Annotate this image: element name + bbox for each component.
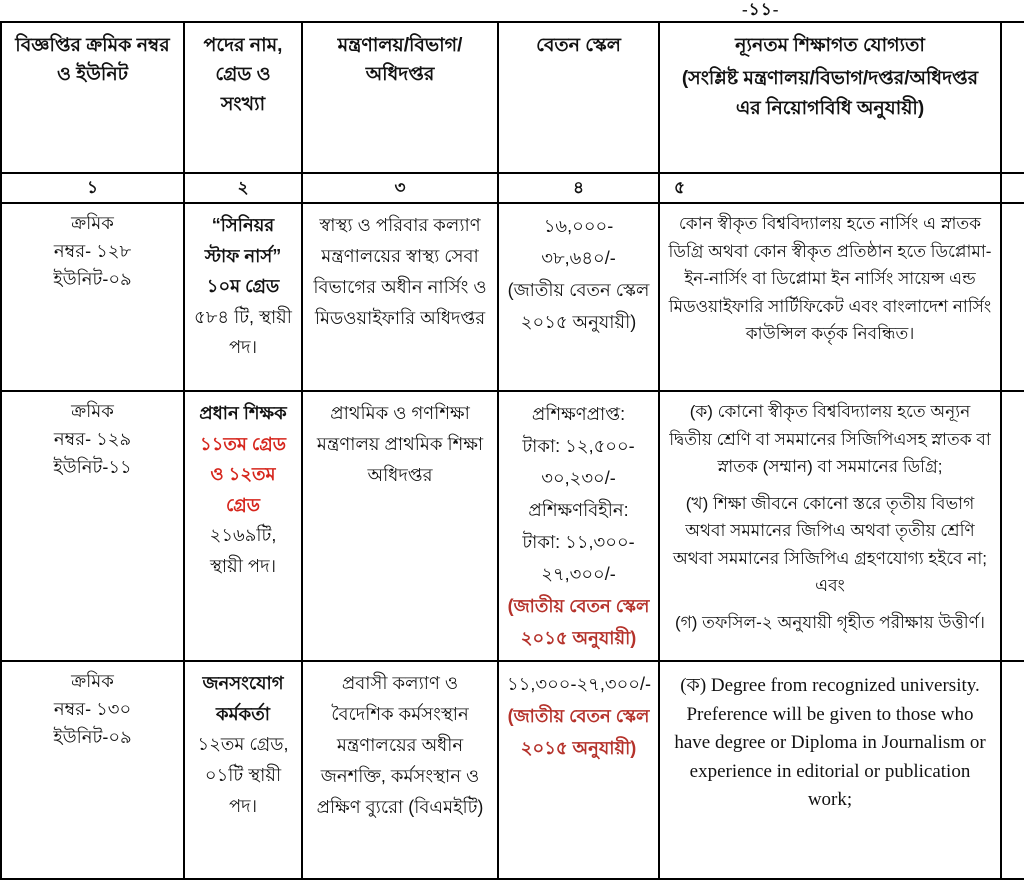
pay-line-untrained-amount2: ২৭,৩০০/- <box>541 564 616 585</box>
pay-amount: ১১,৩০০-২৭,৩০০/- <box>507 674 651 695</box>
pay-line-trained-amount: টাকা: ১২,৫০০- <box>522 436 635 457</box>
page-number: -১১- <box>742 0 780 19</box>
qualification-cell <box>659 391 1001 661</box>
serial-cell <box>1 391 184 661</box>
post-count: ৫৮৪ টি, স্থায়ী পদ। <box>194 306 292 358</box>
table-row-serial-130 <box>1 661 1024 879</box>
job-circular-table <box>0 21 1024 880</box>
pay-note: (জাতীয় বেতন স্কেল ২০১৫ অনুযায়ী) <box>507 280 650 333</box>
pay-scale-cell <box>498 391 659 661</box>
qualification-clause-a: (ক) কোনো স্বীকৃত বিশ্ববিদ্যালয় হতে অন্যূন দ্বিতীয় শ্রেণি বা সমমানের সিজিপিএসহ স্নাতক বা স্নাতক (সম্মান) বা সমমানের ডিগ্রি; <box>669 402 991 477</box>
serial-label: ক্রমিক <box>71 213 114 233</box>
column-number-1: ১ <box>1 173 184 203</box>
pay-line-trained-label: প্রশিক্ষণপ্রাপ্ত: <box>531 404 626 424</box>
column-number-3: ৩ <box>302 173 498 203</box>
post-count: ২১৬৯টি, স্থায়ী পদ। <box>209 525 277 576</box>
qualification-header-title: ন্যূনতম শিক্ষাগত যোগ্যতা <box>735 35 925 56</box>
post-name: প্রধান শিক্ষক <box>199 403 287 423</box>
post-cell <box>184 203 302 391</box>
pay-line-trained-amount2: ৩০,২৩০/- <box>541 468 616 489</box>
column-number-row <box>1 173 1024 203</box>
header-cell-serial: বিজ্ঞপ্তির ক্রমিক নম্বর ও ইউনিট <box>1 22 184 173</box>
table-header-row <box>1 22 1024 173</box>
serial-cell <box>1 203 184 391</box>
cutoff-column-cell <box>1001 661 1024 879</box>
post-cell <box>184 661 302 879</box>
header-cell-post: পদের নাম, গ্রেড ও সংখ্যা <box>184 22 302 173</box>
qualification-cell: কোন স্বীকৃত বিশ্ববিদ্যালয় হতে নার্সিং এ স্নাতক ডিগ্রি অথবা কোন স্বীকৃত প্রতিষ্ঠান হতে ডিপ্লোমা-ইন-নার্সিং বা ডিপ্লোমা ইন নার্সিং সায়েন্স এন্ড মিডওয়াইফারি সার্টিফিকেট এবং বাংলাদেশ নার্সিং কাউন্সিল কর্তৃক নিবন্ধিত। <box>659 203 1001 391</box>
serial-label: ক্রমিক <box>71 401 114 421</box>
serial-number: নম্বর- ১২৮ <box>53 240 132 261</box>
serial-number: নম্বর- ১৩০ <box>53 699 132 720</box>
column-number-2: ২ <box>184 173 302 203</box>
qualification-cell-english: (ক) Degree from recognized university. Preference will be given to those who have degree or Diploma in Journalism or experience in editorial or publication work; <box>659 661 1001 879</box>
pay-amount: ১৬,০০০- ৩৮,৬৪০/- <box>541 216 616 269</box>
qualification-header-note: (সংশ্লিষ্ট মন্ত্রণালয়/বিভাগ/দপ্তর/অধিদপ্তর এর নিয়োগবিধি অনুযায়ী) <box>681 68 979 119</box>
table-row-serial-129 <box>1 391 1024 661</box>
post-name: জনসংযোগ কর্মকর্তা <box>202 673 284 724</box>
post-grade: ১২তম গ্রেড, <box>197 734 289 755</box>
cutoff-column-header <box>1001 22 1024 173</box>
post-grade: ১০ম গ্রেড <box>206 276 280 297</box>
qualification-clause-b: (খ) শিক্ষা জীবনে কোনো স্তরে তৃতীয় বিভাগ অথবা সমমানের জিপিএ অথবা তৃতীয় শ্রেণি অথবা সমমানের সিজিপিএ গ্রহণযোগ্য হইবে না; এবং <box>672 493 988 596</box>
table-row-serial-128 <box>1 203 1024 391</box>
unit-number: ইউনিট-০৯ <box>53 727 132 748</box>
pay-line-untrained-label: প্রশিক্ষণবিহীন: <box>528 500 629 521</box>
header-cell-ministry: মন্ত্রণালয়/বিভাগ/ অধিদপ্তর <box>302 22 498 173</box>
ministry-cell: স্বাস্থ্য ও পরিবার কল্যাণ মন্ত্রণালয়ের স্বাস্থ্য সেবা বিভাগের অধীন নার্সিং ও মিডওয়াইফারি অধিদপ্তর <box>302 203 498 391</box>
pay-scale-cell <box>498 203 659 391</box>
serial-number: নম্বর- ১২৯ <box>53 428 132 449</box>
post-count: ০১টি স্থায়ী পদ। <box>204 765 282 816</box>
cutoff-column-cell <box>1001 391 1024 661</box>
cutoff-column-cell <box>1001 203 1024 391</box>
unit-number: ইউনিট-০৯ <box>53 268 132 289</box>
pay-line-untrained-amount: টাকা: ১১,৩০০- <box>522 532 635 553</box>
pay-scale-cell <box>498 661 659 879</box>
post-name: “সিনিয়র স্টাফ নার্স” <box>204 215 282 266</box>
column-number-4: ৪ <box>498 173 659 203</box>
qualification-clause-c: (গ) তফসিল-২ অনুযায়ী গৃহীত পরীক্ষায় উত্তীর্ণ। <box>675 612 985 632</box>
post-cell <box>184 391 302 661</box>
ministry-cell: প্রাথমিক ও গণশিক্ষা মন্ত্রণালয় প্রাথমিক শিক্ষা অধিদপ্তর <box>302 391 498 661</box>
serial-label: ক্রমিক <box>71 671 114 692</box>
header-cell-qualification <box>659 22 1001 173</box>
column-number-5: ৫ <box>659 173 1001 203</box>
pay-note-highlighted: (জাতীয় বেতন স্কেল ২০১৫ অনুযায়ী) <box>507 706 650 759</box>
ministry-cell: প্রবাসী কল্যাণ ও বৈদেশিক কর্মসংস্থান মন্ত্রণালয়ের অধীন জনশক্তি, কর্মসংস্থান ও প্রক্ষিণ ব্যুরো (বিএমইটি) <box>302 661 498 879</box>
pay-note-highlighted: (জাতীয় বেতন স্কেল ২০১৫ অনুযায়ী) <box>507 596 650 649</box>
post-grade-highlighted: ১১তম গ্রেড ও ১২তম গ্রেড <box>200 433 286 515</box>
cutoff-column-cell <box>1001 173 1024 203</box>
serial-cell <box>1 661 184 879</box>
header-cell-pay: বেতন স্কেল <box>498 22 659 173</box>
unit-number: ইউনিট-১১ <box>53 456 132 477</box>
